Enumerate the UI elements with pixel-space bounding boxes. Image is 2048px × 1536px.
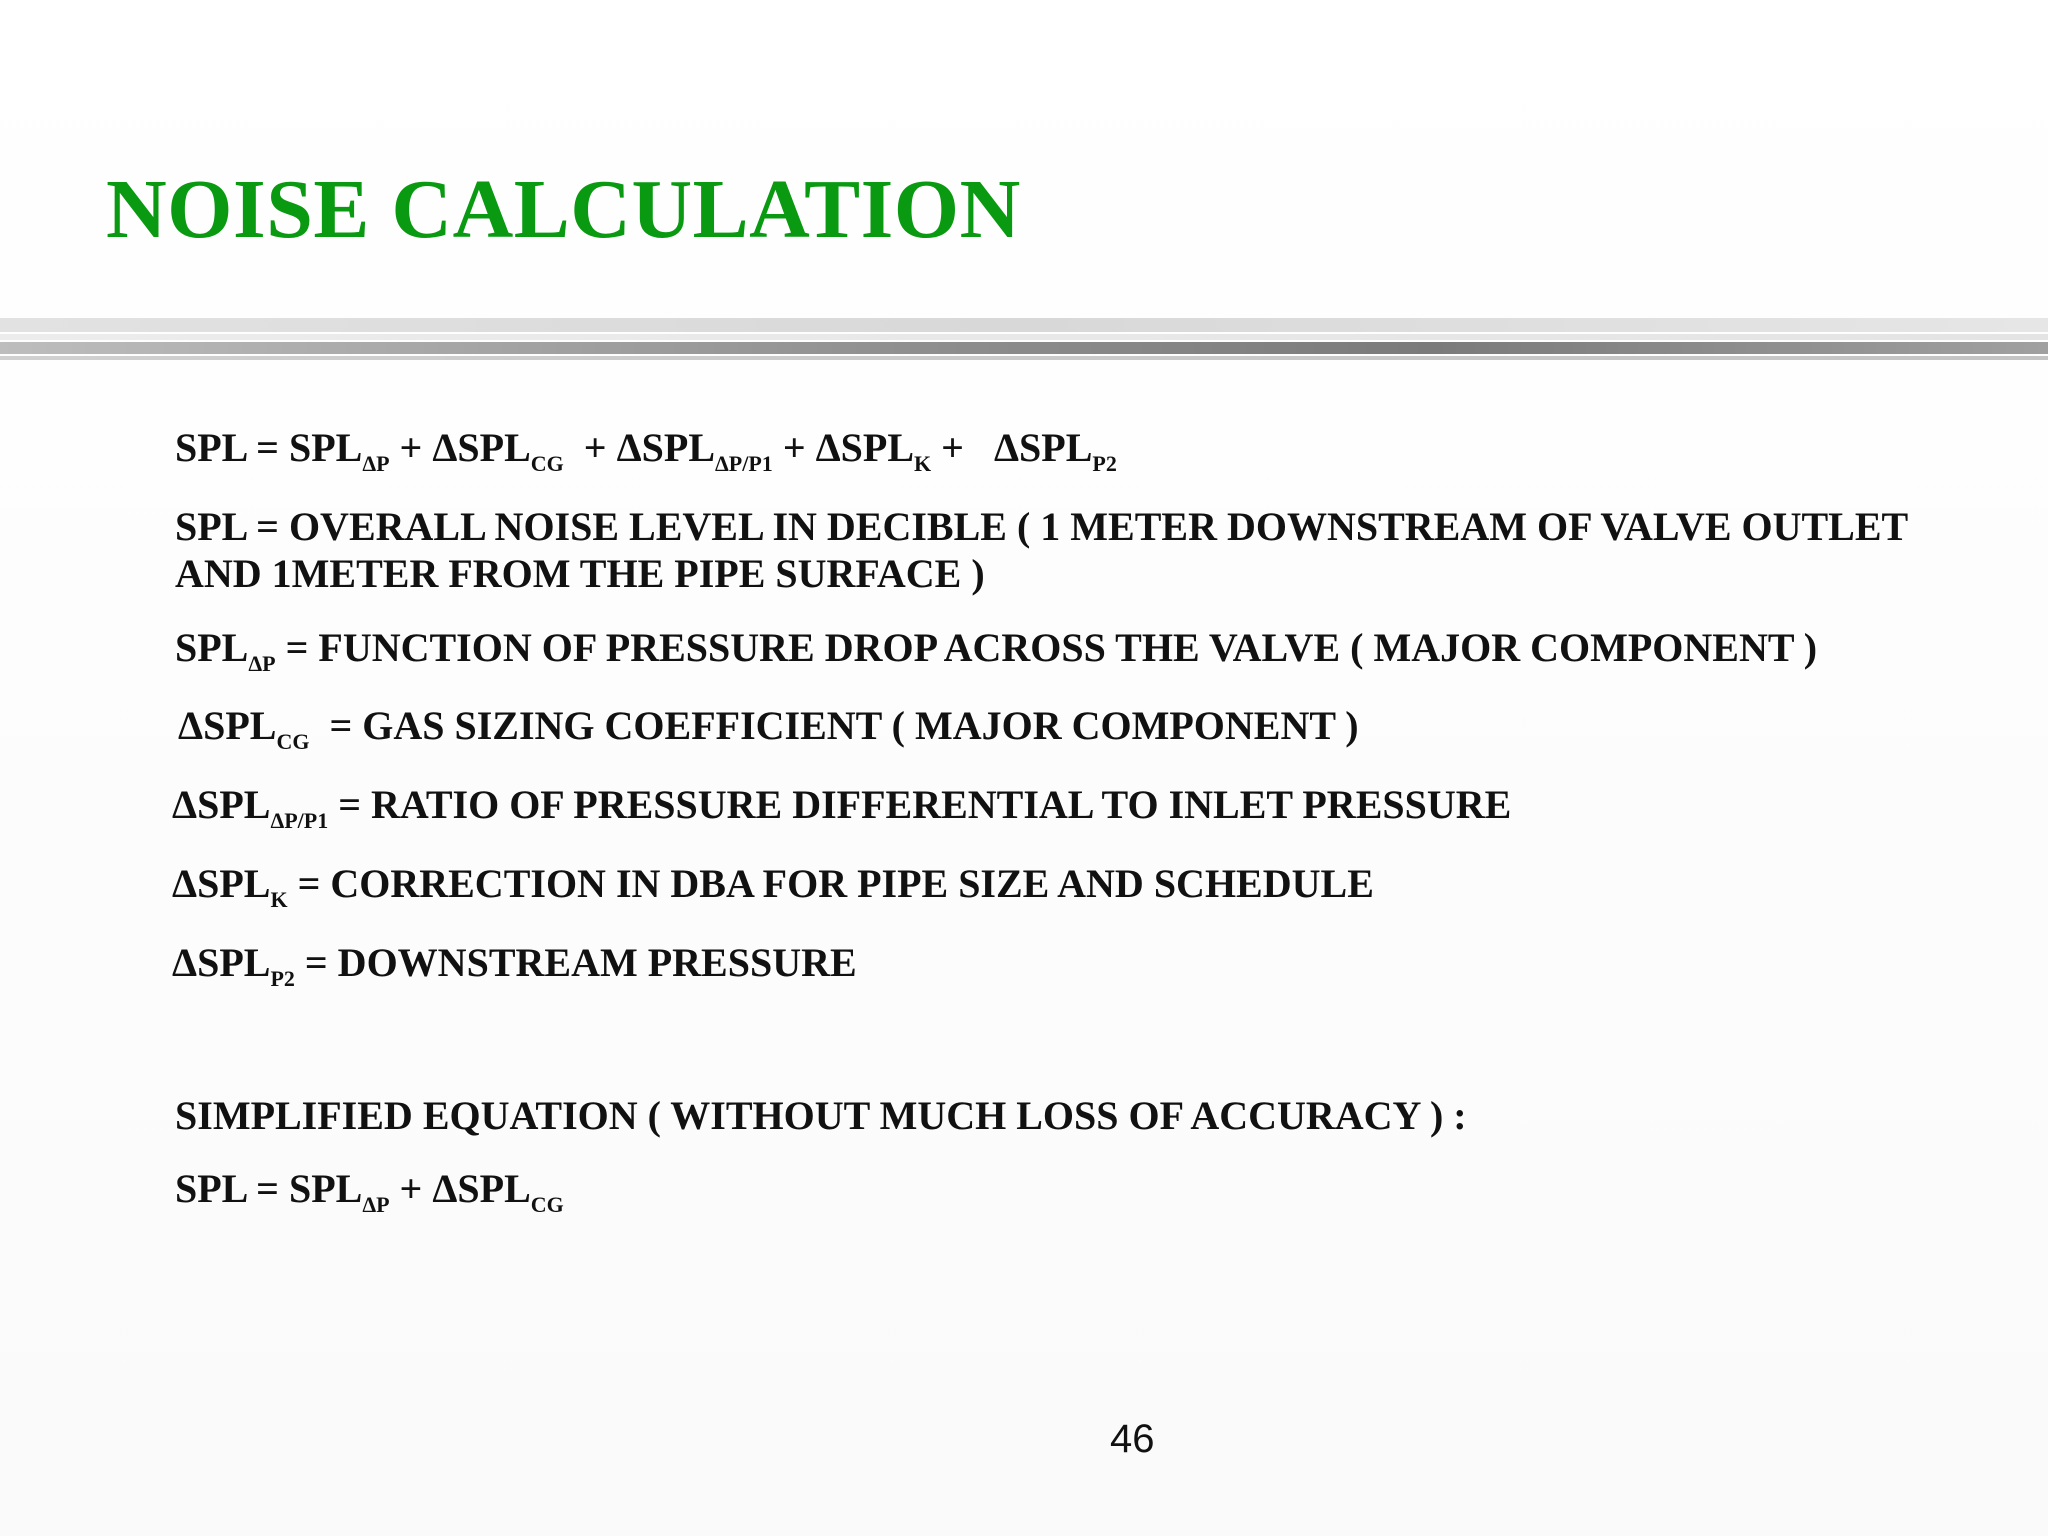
simplified-equation: [175, 1165, 564, 1217]
title-divider-bottom: [0, 356, 2048, 360]
equation-subscript: P2: [1092, 451, 1117, 476]
title-divider-main: [0, 342, 2048, 354]
definition-text: = RATIO OF PRESSURE DIFFERENTIAL TO INLET PRESSURE: [328, 782, 1512, 827]
definition-text: = CORRECTION IN DBA FOR PIPE SIZE AND SCHEDULE: [287, 861, 1374, 906]
definition-subscript: P2: [270, 966, 295, 991]
definition-term: ΔSPL: [172, 782, 271, 827]
equation-subscript: ΔP: [362, 1192, 390, 1217]
equation-term: SPL = SPL: [175, 425, 363, 470]
definition-text: = FUNCTION OF PRESSURE DROP ACROSS THE VALVE ( MAJOR COMPONENT ): [275, 625, 1818, 670]
equation-term: + ΔSPL: [389, 425, 531, 470]
equation-term: SPL = SPL: [175, 1166, 363, 1211]
equation-subscript: ΔP/P1: [715, 451, 773, 476]
definition-term: SPL: [175, 625, 249, 670]
definition-subscript: ΔP/P1: [270, 808, 329, 833]
definition-subscript: ΔP: [248, 651, 276, 676]
definition-spl-k: [172, 860, 1374, 912]
definition-spl-line-1: SPL = OVERALL NOISE LEVEL IN DECIBLE ( 1 METER DOWNSTREAM OF VALVE OUTLET: [175, 504, 1909, 549]
definition-term: ΔSPL: [172, 861, 271, 906]
equation-subscript: CG: [530, 451, 564, 476]
definition-term: ΔSPL: [178, 703, 277, 748]
definition-spl-p2: [172, 939, 857, 991]
equation-subscript: CG: [530, 1192, 564, 1217]
definition-spl-line-2: AND 1METER FROM THE PIPE SURFACE ): [175, 551, 985, 596]
equation-term: + ΔSPL: [931, 425, 1093, 470]
equation-subscript: K: [914, 451, 932, 476]
definition-spl-dp: [175, 624, 1818, 676]
definition-spl-ratio: [172, 781, 1512, 833]
equation-term: + ΔSPL: [772, 425, 915, 470]
definition-spl-cg: [178, 702, 1359, 754]
main-equation: [175, 424, 1117, 476]
title-divider-light: [0, 334, 2048, 340]
definition-subscript: K: [270, 887, 288, 912]
definition-term: ΔSPL: [172, 940, 271, 985]
page-number: 46: [1110, 1417, 1155, 1461]
definition-text: = DOWNSTREAM PRESSURE: [294, 940, 857, 985]
definition-subscript: CG: [276, 729, 310, 754]
equation-term: + ΔSPL: [563, 425, 716, 470]
simplified-heading: SIMPLIFIED EQUATION ( WITHOUT MUCH LOSS OF ACCURACY ) :: [175, 1093, 1467, 1138]
equation-term: + ΔSPL: [389, 1166, 531, 1211]
title-divider-top: [0, 318, 2048, 332]
slide-title: NOISE CALCULATION: [106, 163, 1021, 256]
equation-subscript: ΔP: [362, 451, 390, 476]
definition-text: = GAS SIZING COEFFICIENT ( MAJOR COMPONENT ): [309, 703, 1359, 748]
